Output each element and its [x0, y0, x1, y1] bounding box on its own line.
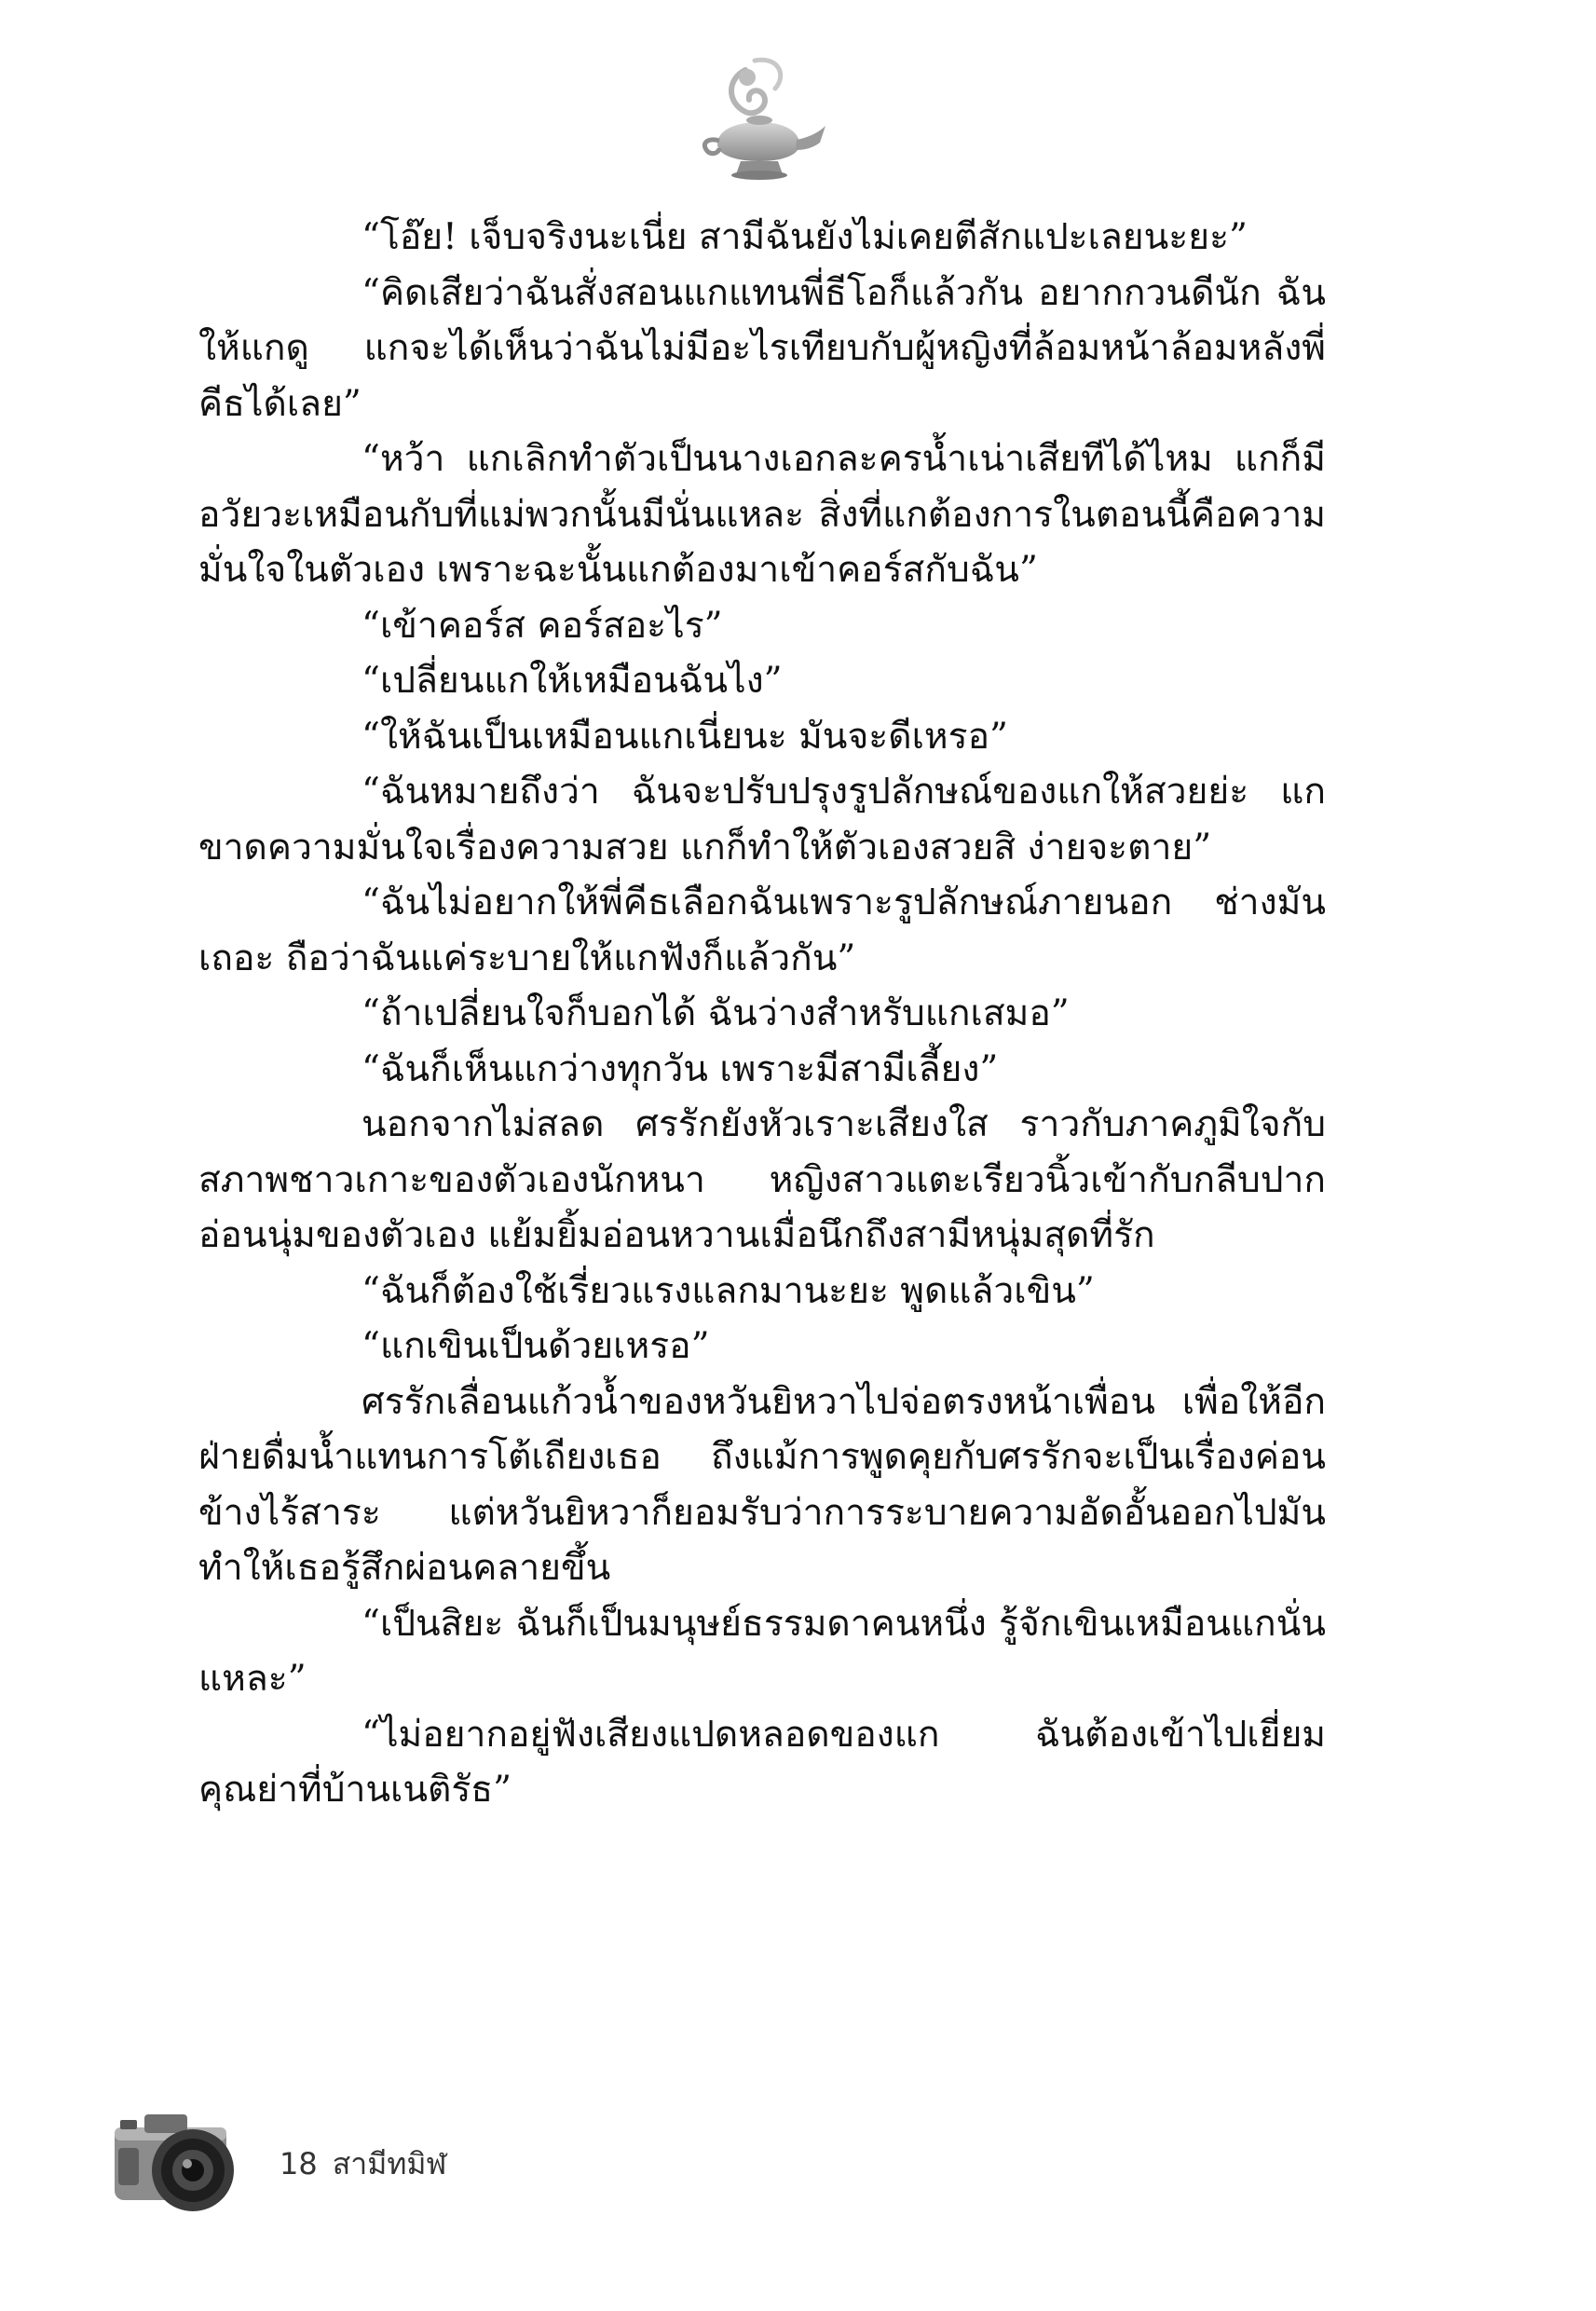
paragraph: “คิดเสียว่าฉันสั่งสอนแกแทนพี่ธีโอก็แล้วกัน อยากกวนดีนัก ฉันให้แกดู แกจะได้เห็นว่าฉันไม่มีอะไรเทียบกับผู้หญิงที่ล้อมหน้าล้อมหลังพี่คีธได้เลย” [198, 271, 1326, 425]
paragraph: “ให้ฉันเป็นเหมือนแกเนี่ยนะ มันจะดีเหรอ” [361, 715, 1008, 758]
page-footer [107, 2092, 666, 2241]
paragraph: “แกเขินเป็นด้วยเหรอ” [361, 1325, 710, 1367]
paragraph: “เปลี่ยนแกให้เหมือนฉันไง” [361, 660, 783, 702]
genie-lamp-icon [689, 51, 829, 191]
body-text [198, 210, 1326, 1818]
paragraph: “ฉันไม่อยากให้พี่คีธเลือกฉันเพราะรูปลักษณ์ภายนอก ช่างมันเถอะ ถือว่าฉันแค่ระบายให้แกฟังก็แล้วกัน” [198, 882, 1326, 979]
paragraph: “ฉันหมายถึงว่า ฉันจะปรับปรุงรูปลักษณ์ของแกให้สวยย่ะ แกขาดความมั่นใจเรื่องความสวย แกก็ทำให้ตัวเองสวยสิ ง่ายจะตาย” [198, 771, 1326, 868]
paragraph: “ไม่อยากอยู่ฟังเสียงแปดหลอดของแก ฉันต้องเข้าไปเยี่ยมคุณย่าที่บ้านเนติรัธ” [198, 1713, 1326, 1811]
paragraph: “ฉันก็เห็นแกว่างทุกวัน เพราะมีสามีเลี้ยง” [361, 1047, 999, 1090]
paragraph: “โอ๊ย! เจ็บจริงนะเนี่ย สามีฉันยังไม่เคยตีสักแปะเลยนะยะ” [361, 216, 1248, 258]
paragraph: “ถ้าเปลี่ยนใจก็บอกได้ ฉันว่างสำหรับแกเสมอ” [361, 992, 1070, 1034]
paragraph: “เข้าคอร์ส คอร์สอะไร” [361, 604, 723, 647]
book-title: สามีทมิฬ [332, 2146, 447, 2181]
paragraph: นอกจากไม่สลด ศรรักยังหัวเราะเสียงใส ราวกับภาคภูมิใจกับสภาพชาวเกาะของตัวเองนักหนา หญิงสาวแตะเรียวนิ้วเข้ากับกลีบปากอ่อนนุ่มของตัวเอง แย้มยิ้มอ่อนหวานเมื่อนึกถึงสามีหนุ่มสุดที่รัก [198, 1103, 1326, 1256]
paragraph: “เป็นสิยะ ฉันก็เป็นมนุษย์ธรรมดาคนหนึ่ง รู้จักเขินเหมือนแกนั่นแหละ” [198, 1602, 1326, 1700]
paragraph: “หว้า แกเลิกทำตัวเป็นนางเอกละครน้ำเน่าเสียทีได้ไหม แกก็มีอวัยวะเหมือนกับที่แม่พวกนั้นมีนั่นแหละ สิ่งที่แกต้องการในตอนนี้คือความมั่นใจในตัวเอง เพราะฉะนั้นแกต้องมาเข้าคอร์สกับฉัน” [198, 438, 1326, 591]
page-number-line [280, 2140, 446, 2188]
paragraph: “ฉันก็ต้องใช้เรี่ยวแรงแลกมานะยะ พูดแล้วเขิน” [361, 1269, 1095, 1312]
page-number: 18 [280, 2146, 318, 2181]
camera-icon [107, 2092, 247, 2222]
paragraph: ศรรักเลื่อนแก้วน้ำของหวันยิหวาไปจ่อตรงหน้าเพื่อน เพื่อให้อีกฝ่ายดื่มน้ำแทนการโต้เถียงเธอ ถึงแม้การพูดคุยกับศรรักจะเป็นเรื่องค่อนข้างไร้สาระ แต่หวันยิหวาก็ยอมรับว่าการระบายความอัดอั้นออกไปมันทำให้เธอรู้สึกผ่อนคลายขึ้น [198, 1380, 1326, 1589]
